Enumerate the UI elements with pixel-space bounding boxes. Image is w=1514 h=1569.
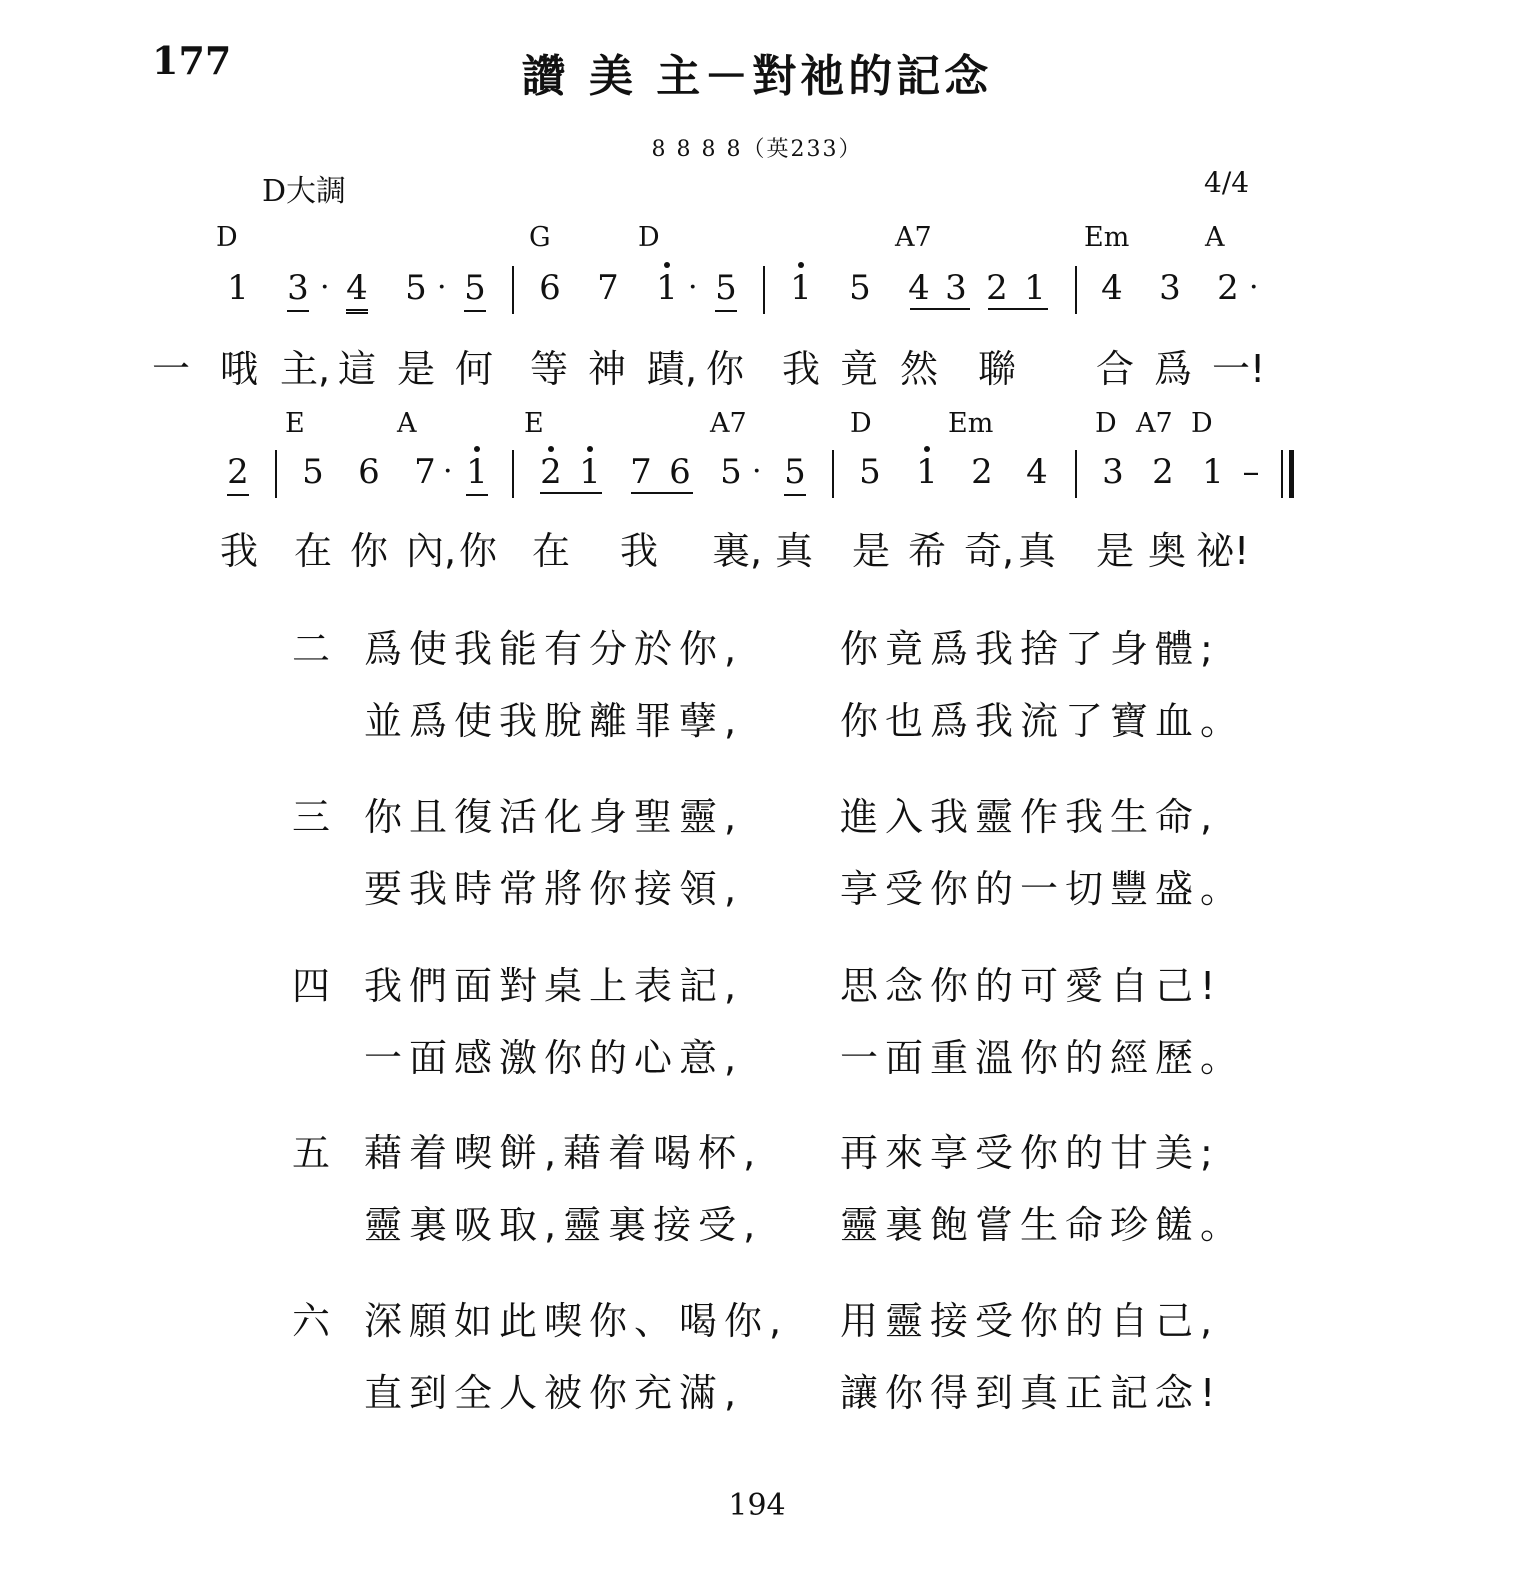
high-octave-dot-icon xyxy=(798,262,804,268)
music-note: 5 xyxy=(784,452,806,496)
high-octave-dot-icon xyxy=(474,446,480,452)
bar-line xyxy=(1075,450,1077,498)
music-note: 7 xyxy=(597,268,619,308)
verse-line: 靈裏吸取,靈裏接受, xyxy=(364,1203,763,1247)
verse-number: 五 xyxy=(292,1131,331,1175)
music-note: 5 xyxy=(859,452,881,492)
lyric-syllable: 我 xyxy=(782,347,821,391)
hymn-title: 讚 美 主－對祂的記念 xyxy=(521,51,993,102)
music-note: 1 xyxy=(1024,268,1046,308)
verse-line: 你也爲我流了寶血。 xyxy=(840,699,1246,743)
lyric-syllable: 聯 xyxy=(978,347,1017,391)
lyric-syllable: 神 xyxy=(588,347,627,391)
dot-icon: · xyxy=(437,270,447,305)
music-note: 5 xyxy=(405,268,427,308)
lyric-syllable: 真 xyxy=(775,529,814,573)
lyric-syllable: 何 xyxy=(455,347,494,391)
lyric-syllable: 真 xyxy=(1018,529,1057,573)
music-note: 3 xyxy=(1102,452,1124,492)
lyric-syllable: 蹟, xyxy=(647,347,698,391)
beam-line xyxy=(910,308,970,310)
chord-symbol: A xyxy=(397,408,417,439)
lyric-syllable: 你 xyxy=(350,529,389,573)
verse-line: 一面重溫你的經歷。 xyxy=(840,1036,1246,1080)
verse-line: 直到全人被你充滿, xyxy=(364,1371,744,1415)
dot-icon: · xyxy=(1249,270,1259,305)
chord-symbol: G xyxy=(529,222,551,253)
chord-symbol: E xyxy=(285,408,305,439)
dot-icon: · xyxy=(443,454,453,489)
lyric-syllable: 我 xyxy=(620,529,659,573)
verse-line: 享受你的一切豐盛。 xyxy=(840,867,1246,911)
music-note: – xyxy=(1242,452,1260,492)
music-note: 5 xyxy=(302,452,324,492)
lyric-syllable: 是 xyxy=(397,347,436,391)
bar-line xyxy=(512,266,514,314)
chord-symbol: A7 xyxy=(895,222,932,253)
lyric-syllable: 是 xyxy=(1096,529,1135,573)
verse-line: 讓你得到真正記念! xyxy=(840,1371,1223,1415)
chord-symbol: Em xyxy=(1084,222,1130,253)
music-note: 5 xyxy=(715,268,737,312)
music-note: 2 xyxy=(1217,268,1239,308)
music-note: 7 xyxy=(630,452,652,492)
music-note: 7 xyxy=(414,452,436,492)
lyric-syllable: 主, xyxy=(280,347,331,391)
high-octave-dot-icon xyxy=(664,262,670,268)
music-note: 1 xyxy=(466,452,488,496)
verse-line: 你且復活化身聖靈, xyxy=(364,795,744,839)
verse-line: 你竟爲我捨了身體; xyxy=(840,627,1220,671)
hymn-number: 177 xyxy=(152,38,232,83)
chord-symbol: E xyxy=(524,408,544,439)
lyric-syllable: 竟 xyxy=(840,347,879,391)
music-note: 1 xyxy=(790,268,812,308)
chord-symbol: A7 xyxy=(1136,408,1173,439)
music-note: 6 xyxy=(539,268,561,308)
music-note: 4 xyxy=(1026,452,1048,492)
beam-line xyxy=(631,492,693,494)
verse-line: 爲使我能有分於你, xyxy=(364,627,744,671)
bar-line xyxy=(512,450,514,498)
music-note: 2 xyxy=(540,452,562,492)
lyric-syllable: 一! xyxy=(1212,347,1266,391)
music-note: 5 xyxy=(720,452,742,492)
verse-line: 再來享受你的甘美; xyxy=(840,1131,1220,1175)
verse-line: 用靈接受你的自己, xyxy=(840,1299,1220,1343)
music-note: 3 xyxy=(287,268,309,312)
verse-number: 三 xyxy=(292,795,331,839)
lyric-syllable: 裏, xyxy=(712,529,763,573)
chord-symbol: D xyxy=(216,222,238,253)
music-note: 1 xyxy=(916,452,938,492)
page-number: 194 xyxy=(728,1488,786,1523)
high-octave-dot-icon xyxy=(924,446,930,452)
key-signature: D大調 xyxy=(262,174,347,209)
verse-number: 二 xyxy=(292,627,331,671)
music-note: 2 xyxy=(1152,452,1174,492)
verse-line: 我們面對桌上表記, xyxy=(364,964,744,1008)
verse-line: 要我時常將你接領, xyxy=(364,867,744,911)
lyric-syllable: 合 xyxy=(1096,347,1135,391)
lyric-syllable: 這 xyxy=(338,347,377,391)
lyric-syllable: 奥 xyxy=(1148,529,1187,573)
music-note: 2 xyxy=(227,452,249,496)
verse-line: 靈裏飽嘗生命珍饈。 xyxy=(840,1203,1246,1247)
chord-symbol: D xyxy=(1095,408,1117,439)
lyric-syllable: 你 xyxy=(706,347,745,391)
beam-line xyxy=(540,492,602,494)
bar-line xyxy=(275,450,277,498)
chord-symbol: D xyxy=(850,408,872,439)
music-note: 6 xyxy=(669,452,691,492)
verse-line: 並爲使我脫離罪孽, xyxy=(364,699,744,743)
music-note: 5 xyxy=(464,268,486,312)
dot-icon: · xyxy=(752,454,762,489)
lyric-syllable: 祕! xyxy=(1196,529,1250,573)
lyric-syllable: 我 xyxy=(220,529,259,573)
final-bar-line xyxy=(1289,450,1294,498)
lyric-syllable: 爲 xyxy=(1154,347,1193,391)
dot-icon: · xyxy=(688,270,698,305)
meter-label: 8 8 8 8（英233） xyxy=(651,137,863,162)
music-note: 1 xyxy=(1202,452,1224,492)
lyric-syllable: 在 xyxy=(532,529,571,573)
lyric-syllable: 然 xyxy=(900,347,939,391)
chord-symbol: D xyxy=(1191,408,1213,439)
verse-line: 藉着喫餅,藉着喝杯, xyxy=(364,1131,763,1175)
music-note: 1 xyxy=(656,268,678,308)
verse-number: 六 xyxy=(292,1299,331,1343)
time-signature: 4/4 xyxy=(1204,166,1250,199)
high-octave-dot-icon xyxy=(587,446,593,452)
verse-number: 四 xyxy=(292,964,331,1008)
high-octave-dot-icon xyxy=(548,446,554,452)
bar-line xyxy=(1075,266,1077,314)
chord-symbol: Em xyxy=(948,408,994,439)
beam-line xyxy=(988,308,1048,310)
verse-line: 一面感激你的心意, xyxy=(364,1036,744,1080)
lyric-syllable: 等 xyxy=(530,347,569,391)
music-note: 3 xyxy=(1159,268,1181,308)
verse-line: 思念你的可愛自己! xyxy=(840,964,1223,1008)
chord-symbol: D xyxy=(638,222,660,253)
bar-line xyxy=(832,450,834,498)
lyric-syllable: 是 xyxy=(852,529,891,573)
verse-line: 深願如此喫你、喝你, xyxy=(364,1299,789,1343)
music-note: 4 xyxy=(346,268,368,314)
dot-icon: · xyxy=(320,270,330,305)
music-note: 1 xyxy=(579,452,601,492)
music-note: 5 xyxy=(849,268,871,308)
music-note: 2 xyxy=(986,268,1008,308)
music-note: 1 xyxy=(227,268,249,308)
lyric-syllable: 奇, xyxy=(964,529,1015,573)
chord-symbol: A7 xyxy=(710,408,747,439)
lyric-syllable: 在 xyxy=(294,529,333,573)
lyric-syllable: 哦 xyxy=(220,347,259,391)
music-note: 4 xyxy=(1101,268,1123,308)
lyric-syllable: 內, xyxy=(406,529,457,573)
music-note: 3 xyxy=(945,268,967,308)
chord-symbol: A xyxy=(1205,222,1225,253)
music-note: 6 xyxy=(358,452,380,492)
lyric-syllable: 希 xyxy=(908,529,947,573)
music-note: 4 xyxy=(908,268,930,308)
music-note: 2 xyxy=(971,452,993,492)
verse-number: 一 xyxy=(152,347,191,391)
bar-line xyxy=(763,266,765,314)
final-bar-line xyxy=(1281,450,1283,498)
verse-line: 進入我靈作我生命, xyxy=(840,795,1220,839)
lyric-syllable: 你 xyxy=(459,529,498,573)
